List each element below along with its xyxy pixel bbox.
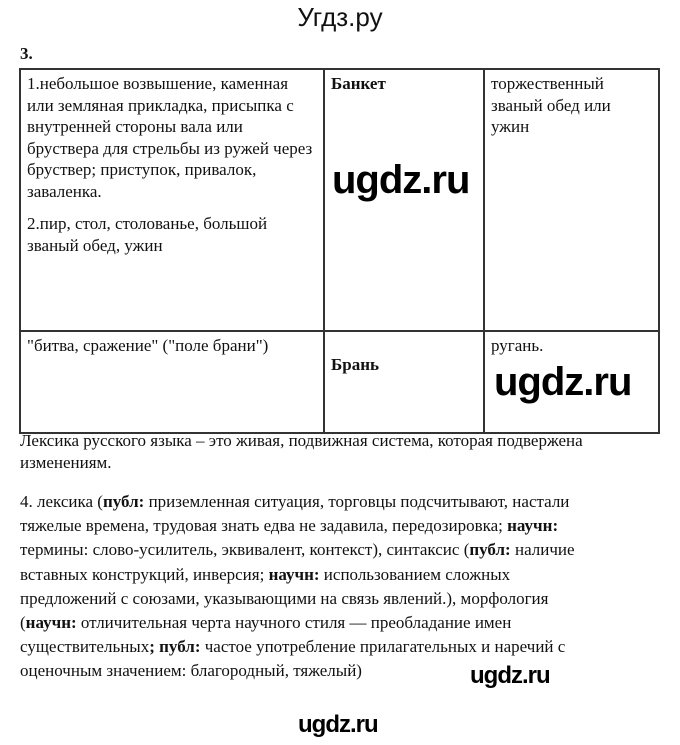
watermark: ugdz.ru [332,158,470,202]
watermark: ugdz.ru [298,711,378,738]
meaning-cell: ругань. [484,331,659,433]
definition-cell: "битва, сражение" ("поле брани") [20,331,324,433]
style-label: научн: [268,564,320,584]
text-segment: термины: слово-усилитель, эквивалент, контекст), синтаксис ( [20,540,470,560]
text-segment: приземленная ситуация, торговцы подсчитывают, настали [144,492,570,511]
text-segment: ( [20,613,26,633]
style-label: научн: [25,613,77,633]
conclusion-paragraph: Лексика русского языка – это живая, подвижная система, которая подвержена изменениям. [20,431,583,472]
watermark: ugdz.ru [494,360,632,404]
text-segment: частое употребление прилагательных и наречий с [200,637,566,657]
task-number: 3. [20,44,33,63]
style-label: публ: [102,492,145,511]
definition-2: 2.пир, стол, столованье, большой званый обед, ужин [27,214,268,255]
word-cell: Банкет [324,69,484,331]
text-segment: оценочным значением: благородный, тяжелый) [20,661,362,681]
text-segment: отличительная черта научного стиля — преобладание имен [76,613,512,633]
task4-paragraph [20,490,660,684]
text-line [20,538,660,562]
text-line [20,514,660,538]
text-line [20,563,660,587]
definition-1: 1.небольшое возвышение, каменная или земляная прикладка, присыпка с внутренней стороны вала или бруствера для стрельбы из ружей через бруствер; приступок, привалок, заваленка. [27,74,313,201]
meaning-cell: торжественный званый обед или ужин [484,69,659,331]
style-label: ; публ: [149,637,201,657]
text-segment: наличие [510,540,575,560]
site-title: Угдз.ру [297,2,383,32]
style-label: научн: [507,516,559,536]
text-line [20,659,660,683]
text-line [20,587,660,611]
style-label: публ: [469,540,511,560]
text-segment: использованием сложных [319,564,511,584]
text-segment: 4. лексика ( [20,492,103,511]
word-cell: Брань [324,331,484,433]
text-segment: предложений с союзами, указывающими на связь явлений.), морфология [20,588,549,608]
text-line [20,611,660,635]
text-segment: вставных конструкций, инверсия; [20,564,269,584]
text-line [20,635,660,659]
text-line [20,490,660,514]
text-segment: тяжелые времена, трудовая знать едва не задавила, передозировка; [20,516,508,536]
definition-cell [20,69,324,331]
watermark: ugdz.ru [470,662,550,689]
text-segment: существительных [20,637,150,657]
